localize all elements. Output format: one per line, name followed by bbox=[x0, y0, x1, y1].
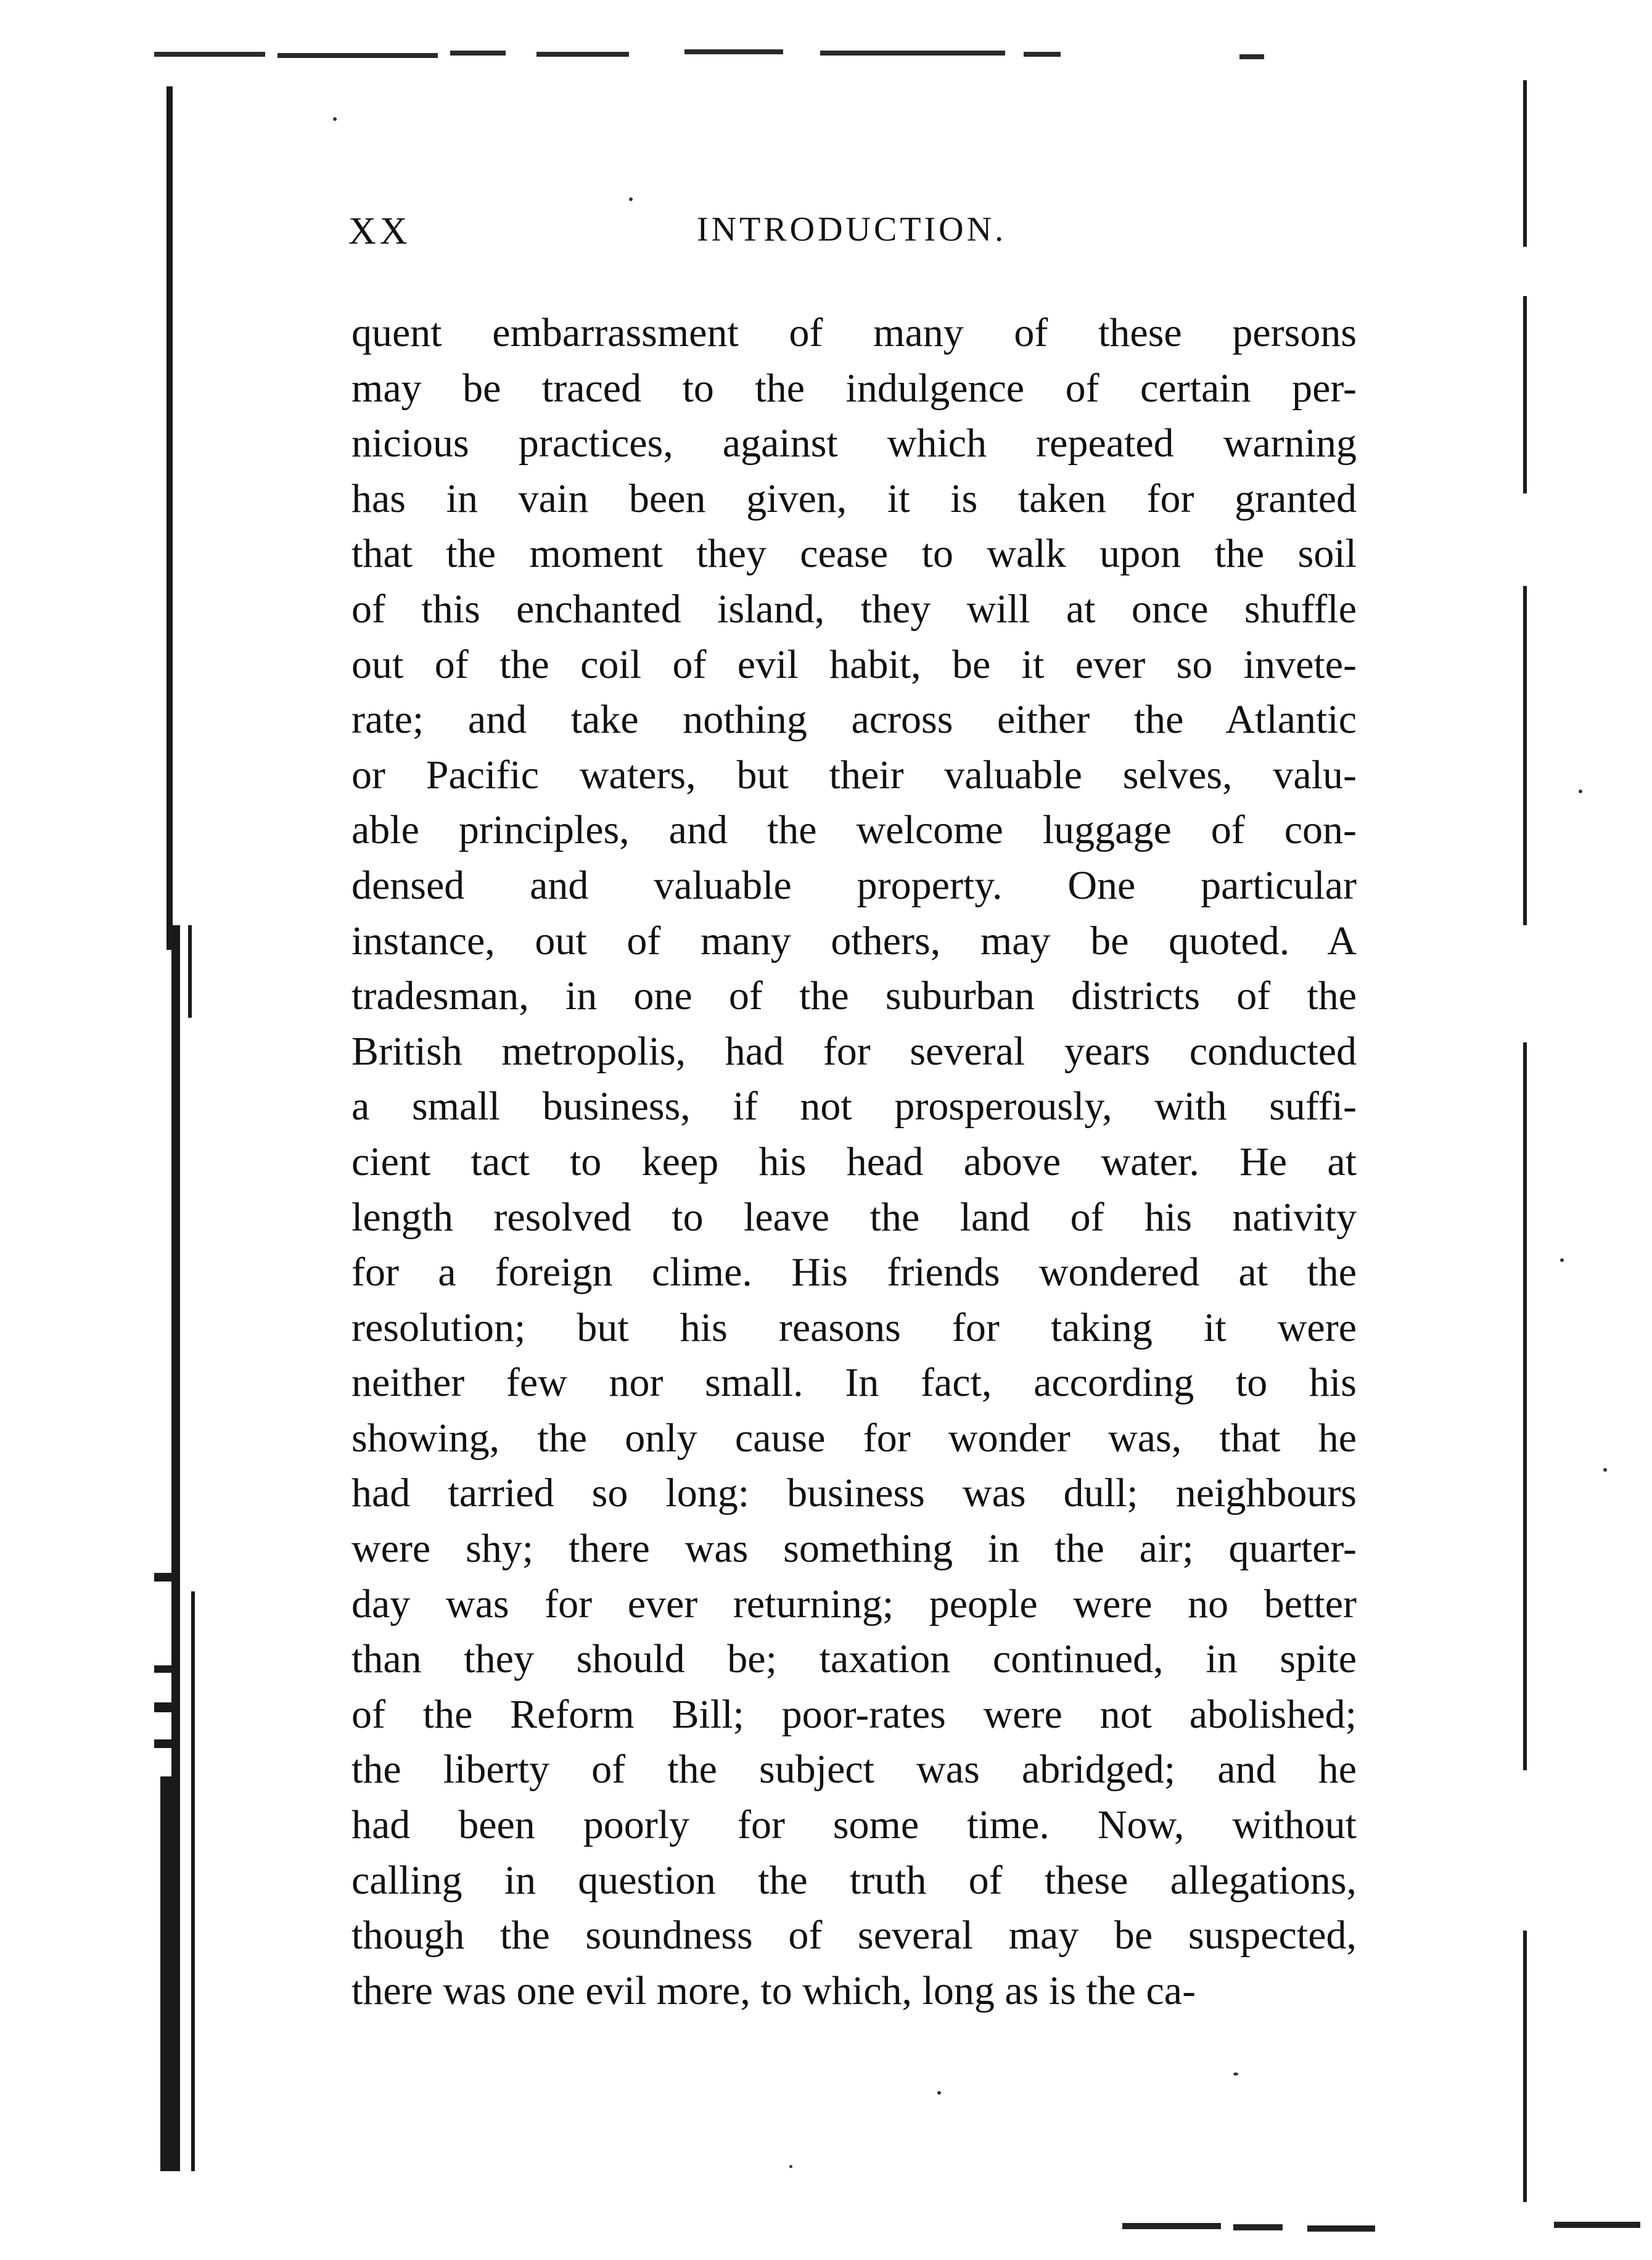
text-line: for a foreign clime. His friends wondered at the bbox=[351, 1250, 1357, 1295]
text-line: showing, the only cause for wonder was, that he bbox=[351, 1415, 1357, 1461]
scan-speck bbox=[1603, 1468, 1607, 1472]
left-binding-shadow bbox=[154, 49, 222, 2171]
text-line: instance, out of many others, may be quoted. A bbox=[351, 918, 1357, 963]
text-line: the liberty of the subject was abridged; and he bbox=[351, 1747, 1357, 1792]
text-line: day was for ever returning; people were no better bbox=[351, 1581, 1357, 1627]
right-margin-rule bbox=[1523, 80, 1572, 2208]
scan-speck bbox=[789, 2165, 792, 2168]
text-line: resolution; but his reasons for taking it were bbox=[351, 1305, 1357, 1350]
text-line: had tarried so long: business was dull; neighbours bbox=[351, 1470, 1357, 1516]
text-line: out of the coil of evil habit, be it ever so invete- bbox=[351, 641, 1357, 687]
text-line: cient tact to keep his head above water. He at bbox=[351, 1139, 1357, 1184]
text-line: densed and valuable property. One particular bbox=[351, 862, 1357, 908]
top-page-edge bbox=[154, 43, 1474, 68]
text-line: there was one evil more, to which, long as is the ca- bbox=[351, 1968, 1196, 2013]
text-line: or Pacific waters, but their valuable selves, valu- bbox=[351, 752, 1357, 798]
text-line: tradesman, in one of the suburban districts of the bbox=[351, 973, 1357, 1019]
text-line: nicious practices, against which repeated warning bbox=[351, 421, 1357, 466]
text-line: length resolved to leave the land of his nativity bbox=[351, 1194, 1357, 1240]
text-line: has in vain been given, it is taken for granted bbox=[351, 476, 1357, 521]
scan-speck bbox=[1233, 2072, 1238, 2076]
text-line: quent embarrassment of many of these persons bbox=[351, 310, 1357, 355]
text-line: may be traced to the indulgence of certain per- bbox=[351, 365, 1357, 411]
body-text bbox=[351, 305, 1357, 2018]
text-line: of the Reform Bill; poor-rates were not abolished; bbox=[351, 1691, 1357, 1737]
text-line: of this enchanted island, they will at once shuffle bbox=[351, 586, 1357, 632]
bottom-page-edge bbox=[1122, 2214, 1640, 2239]
text-line: rate; and take nothing across either the Atlantic bbox=[351, 697, 1357, 743]
chapter-title: INTRODUCTION. bbox=[697, 210, 1007, 249]
scan-speck bbox=[629, 197, 633, 201]
text-line: had been poorly for some time. Now, without bbox=[351, 1802, 1357, 1848]
text-line: a small business, if not prosperously, with suffi- bbox=[351, 1084, 1357, 1129]
text-line: than they should be; taxation continued, in spite bbox=[351, 1636, 1357, 1682]
text-line: though the soundness of several may be suspected, bbox=[351, 1913, 1357, 1958]
text-line: neither few nor small. In fact, according to his bbox=[351, 1360, 1357, 1406]
text-line: were shy; there was something in the air; quarter- bbox=[351, 1526, 1357, 1572]
running-head bbox=[348, 210, 1360, 265]
text-line: British metropolis, had for several years conducted bbox=[351, 1028, 1357, 1074]
text-line: that the moment they cease to walk upon the soil bbox=[351, 531, 1357, 577]
scan-speck bbox=[333, 117, 337, 121]
scan-speck bbox=[1560, 1258, 1564, 1262]
scan-speck bbox=[1579, 790, 1582, 793]
text-line: able principles, and the welcome luggage of con- bbox=[351, 807, 1357, 853]
text-line: calling in question the truth of these allegations, bbox=[351, 1857, 1357, 1903]
page-number: XX bbox=[348, 210, 411, 252]
scan-speck bbox=[937, 2091, 941, 2095]
